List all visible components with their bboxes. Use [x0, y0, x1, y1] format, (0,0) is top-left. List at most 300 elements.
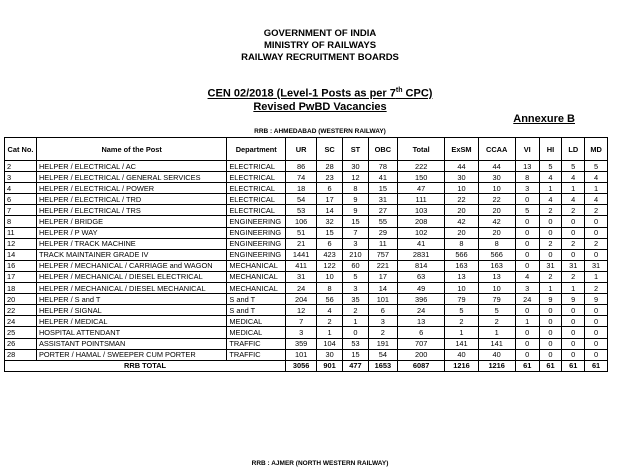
cell-total: 49: [397, 283, 445, 294]
cell-md: 1: [585, 183, 608, 194]
cell-vi: 1: [515, 316, 539, 327]
table-row: [5, 172, 608, 183]
cell-ur: 359: [286, 338, 317, 349]
cell-dept: MECHANICAL: [227, 283, 286, 294]
cen-title: CEN 02/2018 (Level-1 Posts as per 7th CPC): [207, 87, 433, 100]
cell-total: 102: [397, 227, 445, 238]
cell-exsm: 40: [445, 349, 478, 360]
cell-cat: 4: [5, 183, 37, 194]
cell-ccaa: 30: [478, 172, 515, 183]
cell-obc: 11: [368, 238, 397, 249]
cell-exsm: 141: [445, 338, 478, 349]
cell-hi: 1: [539, 283, 562, 294]
cell-dept: MEDICAL: [227, 327, 286, 338]
cell-sc: 14: [317, 205, 343, 216]
cell-md: 0: [585, 216, 608, 227]
table-body: [5, 161, 608, 361]
cell-sc: 23: [317, 172, 343, 183]
table-row: [5, 161, 608, 172]
cell-ccaa: 163: [478, 260, 515, 271]
cell-obc: 191: [368, 338, 397, 349]
cell-md: 0: [585, 305, 608, 316]
cell-exsm: 13: [445, 271, 478, 282]
total-ur: 3056: [286, 360, 317, 371]
cell-sc: 423: [317, 249, 343, 260]
cell-total: 707: [397, 338, 445, 349]
cell-hi: 1: [539, 183, 562, 194]
cell-md: 2: [585, 238, 608, 249]
cell-hi: 0: [539, 249, 562, 260]
cell-cat: 12: [5, 238, 37, 249]
total-st: 477: [343, 360, 369, 371]
table-row: [5, 205, 608, 216]
cell-sc: 122: [317, 260, 343, 271]
cell-md: 5: [585, 161, 608, 172]
cell-ur: 24: [286, 283, 317, 294]
col-vi: VI: [515, 138, 539, 161]
cell-st: 9: [343, 205, 369, 216]
cell-hi: 31: [539, 260, 562, 271]
cell-obc: 14: [368, 283, 397, 294]
total-total: 6087: [397, 360, 445, 371]
cell-hi: 0: [539, 349, 562, 360]
cell-total: 6: [397, 327, 445, 338]
cell-post: HELPER / BRIDGE: [36, 216, 226, 227]
cell-md: 0: [585, 227, 608, 238]
cell-total: 222: [397, 161, 445, 172]
table-row: [5, 316, 608, 327]
cell-st: 1: [343, 316, 369, 327]
cell-post: HELPER / P WAY: [36, 227, 226, 238]
cell-total: 24: [397, 305, 445, 316]
cell-ur: 86: [286, 161, 317, 172]
cell-cat: 28: [5, 349, 37, 360]
cell-sc: 15: [317, 227, 343, 238]
cell-ld: 4: [562, 194, 585, 205]
cell-dept: MECHANICAL: [227, 271, 286, 282]
cell-hi: 2: [539, 238, 562, 249]
col-dept: Department: [227, 138, 286, 161]
cell-md: 2: [585, 205, 608, 216]
cell-post: HELPER / SIGNAL: [36, 305, 226, 316]
cell-obc: 31: [368, 194, 397, 205]
cell-ur: 12: [286, 305, 317, 316]
cell-exsm: 79: [445, 294, 478, 305]
cell-cat: 25: [5, 327, 37, 338]
cell-ld: 0: [562, 316, 585, 327]
cell-cat: 8: [5, 216, 37, 227]
cell-ur: 101: [286, 349, 317, 360]
cell-ccaa: 10: [478, 183, 515, 194]
cell-vi: 0: [515, 238, 539, 249]
cell-obc: 221: [368, 260, 397, 271]
cell-total: 111: [397, 194, 445, 205]
rrb-title: RRB : AHMEDABAD (WESTERN RAILWAY): [254, 128, 386, 135]
cell-md: 0: [585, 249, 608, 260]
cell-exsm: 1: [445, 327, 478, 338]
total-exsm: 1216: [445, 360, 478, 371]
cell-total: 208: [397, 216, 445, 227]
cell-st: 15: [343, 216, 369, 227]
cell-ld: 0: [562, 305, 585, 316]
cell-vi: 0: [515, 349, 539, 360]
cell-ld: 1: [562, 283, 585, 294]
cell-ld: 2: [562, 238, 585, 249]
cell-cat: 26: [5, 338, 37, 349]
cell-ccaa: 20: [478, 227, 515, 238]
cell-sc: 8: [317, 283, 343, 294]
cell-cat: 3: [5, 172, 37, 183]
cell-cat: 20: [5, 294, 37, 305]
cell-total: 47: [397, 183, 445, 194]
col-total: Total: [397, 138, 445, 161]
cell-st: 53: [343, 338, 369, 349]
cell-sc: 4: [317, 305, 343, 316]
cell-sc: 6: [317, 183, 343, 194]
table-row: [5, 183, 608, 194]
col-sc: SC: [317, 138, 343, 161]
rrb-next-title: RRB : AJMER (NORTH WESTERN RAILWAY): [251, 460, 389, 467]
cell-dept: TRAFFIC: [227, 338, 286, 349]
cell-exsm: 10: [445, 283, 478, 294]
cell-dept: ELECTRICAL: [227, 183, 286, 194]
cell-ccaa: 42: [478, 216, 515, 227]
table-row: [5, 227, 608, 238]
cell-total: 150: [397, 172, 445, 183]
cell-ur: 204: [286, 294, 317, 305]
cell-md: 0: [585, 316, 608, 327]
col-md: MD: [585, 138, 608, 161]
cell-vi: 0: [515, 260, 539, 271]
document-header: [0, 28, 640, 64]
cell-dept: TRAFFIC: [227, 349, 286, 360]
cell-exsm: 20: [445, 205, 478, 216]
total-ccaa: 1216: [478, 360, 515, 371]
cell-ccaa: 13: [478, 271, 515, 282]
cell-sc: 2: [317, 316, 343, 327]
cell-ld: 0: [562, 349, 585, 360]
cell-st: 0: [343, 327, 369, 338]
cell-md: 9: [585, 294, 608, 305]
cell-post: PORTER / HAMAL / SWEEPER CUM PORTER: [36, 349, 226, 360]
cell-hi: 2: [539, 271, 562, 282]
cell-sc: 6: [317, 238, 343, 249]
cell-hi: 0: [539, 227, 562, 238]
cell-ld: 31: [562, 260, 585, 271]
cell-ld: 0: [562, 249, 585, 260]
cell-dept: S and T: [227, 294, 286, 305]
cell-st: 30: [343, 161, 369, 172]
cell-ur: 21: [286, 238, 317, 249]
total-label: RRB TOTAL: [5, 360, 286, 371]
cell-vi: 0: [515, 338, 539, 349]
cell-post: HELPER / ELECTRICAL / GENERAL SERVICES: [36, 172, 226, 183]
cell-exsm: 10: [445, 183, 478, 194]
cell-post: HELPER / ELECTRICAL / AC: [36, 161, 226, 172]
total-obc: 1653: [368, 360, 397, 371]
cen-subtitle: Revised PwBD Vacancies: [253, 100, 387, 113]
cell-ld: 0: [562, 227, 585, 238]
cell-ur: 53: [286, 205, 317, 216]
cell-vi: 3: [515, 183, 539, 194]
cell-exsm: 2: [445, 316, 478, 327]
cell-vi: 4: [515, 271, 539, 282]
col-post: Name of the Post: [36, 138, 226, 161]
cell-st: 9: [343, 194, 369, 205]
cell-sc: 32: [317, 216, 343, 227]
cell-total: 396: [397, 294, 445, 305]
cell-hi: 0: [539, 338, 562, 349]
cell-hi: 4: [539, 194, 562, 205]
cell-obc: 78: [368, 161, 397, 172]
cell-ccaa: 20: [478, 205, 515, 216]
cell-ccaa: 5: [478, 305, 515, 316]
table-row: [5, 283, 608, 294]
cell-ur: 3: [286, 327, 317, 338]
cell-post: HELPER / ELECTRICAL / TRD: [36, 194, 226, 205]
table-row: [5, 349, 608, 360]
cell-ccaa: 10: [478, 283, 515, 294]
cell-st: 35: [343, 294, 369, 305]
cell-ld: 4: [562, 172, 585, 183]
cell-post: HELPER / MECHANICAL / CARRIAGE and WAGON: [36, 260, 226, 271]
cell-dept: ENGINEERING: [227, 249, 286, 260]
cell-hi: 9: [539, 294, 562, 305]
cell-st: 60: [343, 260, 369, 271]
cell-sc: 104: [317, 338, 343, 349]
cell-post: HELPER / MECHANICAL / DIESEL MECHANICAL: [36, 283, 226, 294]
cell-total: 63: [397, 271, 445, 282]
cell-dept: ENGINEERING: [227, 216, 286, 227]
cell-st: 12: [343, 172, 369, 183]
cell-ld: 9: [562, 294, 585, 305]
cell-sc: 30: [317, 349, 343, 360]
table-header-row: [5, 138, 608, 161]
cell-sc: 56: [317, 294, 343, 305]
table-row: [5, 294, 608, 305]
cell-dept: ELECTRICAL: [227, 161, 286, 172]
cell-total: 814: [397, 260, 445, 271]
cell-obc: 101: [368, 294, 397, 305]
cell-ld: 1: [562, 183, 585, 194]
cell-post: TRACK MAINTAINER GRADE IV: [36, 249, 226, 260]
cell-st: 3: [343, 283, 369, 294]
cell-post: HELPER / ELECTRICAL / POWER: [36, 183, 226, 194]
cell-ur: 51: [286, 227, 317, 238]
total-vi: 61: [515, 360, 539, 371]
cell-exsm: 566: [445, 249, 478, 260]
cell-cat: 14: [5, 249, 37, 260]
annexure-label: Annexure B: [513, 113, 575, 125]
cell-md: 2: [585, 283, 608, 294]
header-boards: RAILWAY RECRUITMENT BOARDS: [241, 52, 399, 63]
cell-ccaa: 1: [478, 327, 515, 338]
table-row: [5, 271, 608, 282]
cell-ccaa: 141: [478, 338, 515, 349]
col-exsm: ExSM: [445, 138, 478, 161]
cell-vi: 0: [515, 305, 539, 316]
cell-obc: 55: [368, 216, 397, 227]
cell-obc: 757: [368, 249, 397, 260]
cell-vi: 8: [515, 172, 539, 183]
cell-exsm: 8: [445, 238, 478, 249]
col-cat: Cat No.: [5, 138, 37, 161]
table-row: [5, 260, 608, 271]
cell-ccaa: 40: [478, 349, 515, 360]
cell-post: ASSISTANT POINTSMAN: [36, 338, 226, 349]
cell-obc: 27: [368, 205, 397, 216]
cell-vi: 5: [515, 205, 539, 216]
cell-ld: 2: [562, 205, 585, 216]
table-row: [5, 216, 608, 227]
cell-hi: 0: [539, 316, 562, 327]
total-sc: 901: [317, 360, 343, 371]
cell-vi: 13: [515, 161, 539, 172]
cell-total: 2831: [397, 249, 445, 260]
cell-dept: ELECTRICAL: [227, 194, 286, 205]
total-ld: 61: [562, 360, 585, 371]
cell-cat: 7: [5, 205, 37, 216]
cell-hi: 0: [539, 216, 562, 227]
cell-total: 41: [397, 238, 445, 249]
cell-sc: 1: [317, 327, 343, 338]
cell-hi: 2: [539, 205, 562, 216]
cell-hi: 5: [539, 161, 562, 172]
cell-sc: 28: [317, 161, 343, 172]
table-row: [5, 305, 608, 316]
cell-vi: 0: [515, 194, 539, 205]
cell-ccaa: 22: [478, 194, 515, 205]
cell-hi: 0: [539, 305, 562, 316]
cell-cat: 18: [5, 283, 37, 294]
cell-ccaa: 44: [478, 161, 515, 172]
cell-obc: 41: [368, 172, 397, 183]
cell-st: 2: [343, 305, 369, 316]
cell-ld: 0: [562, 216, 585, 227]
header-ministry: MINISTRY OF RAILWAYS: [263, 40, 377, 51]
cell-obc: 6: [368, 305, 397, 316]
cell-obc: 15: [368, 183, 397, 194]
cell-cat: 16: [5, 260, 37, 271]
cell-st: 5: [343, 271, 369, 282]
col-hi: HI: [539, 138, 562, 161]
total-hi: 61: [539, 360, 562, 371]
cell-total: 13: [397, 316, 445, 327]
cell-dept: ELECTRICAL: [227, 205, 286, 216]
total-row: [5, 360, 608, 371]
table-row: [5, 238, 608, 249]
header-government: GOVERNMENT OF INDIA: [263, 28, 377, 39]
cell-ld: 5: [562, 161, 585, 172]
cell-exsm: 42: [445, 216, 478, 227]
cell-md: 31: [585, 260, 608, 271]
cell-vi: 3: [515, 283, 539, 294]
cell-st: 7: [343, 227, 369, 238]
cell-vi: 0: [515, 216, 539, 227]
cell-ur: 1441: [286, 249, 317, 260]
cell-vi: 0: [515, 249, 539, 260]
col-ccaa: CCAA: [478, 138, 515, 161]
cell-dept: ENGINEERING: [227, 238, 286, 249]
cell-post: HELPER / MECHANICAL / DIESEL ELECTRICAL: [36, 271, 226, 282]
cell-cat: 6: [5, 194, 37, 205]
cell-post: HOSPITAL ATTENDANT: [36, 327, 226, 338]
cell-dept: ENGINEERING: [227, 227, 286, 238]
cell-total: 103: [397, 205, 445, 216]
cell-md: 0: [585, 327, 608, 338]
cell-vi: 0: [515, 227, 539, 238]
table-row: [5, 327, 608, 338]
cell-st: 15: [343, 349, 369, 360]
cell-ur: 411: [286, 260, 317, 271]
cell-ld: 0: [562, 327, 585, 338]
cell-cat: 17: [5, 271, 37, 282]
cell-sc: 10: [317, 271, 343, 282]
table-row: [5, 338, 608, 349]
cell-exsm: 20: [445, 227, 478, 238]
cell-post: HELPER / TRACK MACHINE: [36, 238, 226, 249]
cell-ld: 0: [562, 338, 585, 349]
table-row: [5, 249, 608, 260]
cell-ccaa: 79: [478, 294, 515, 305]
cell-cat: 24: [5, 316, 37, 327]
col-ur: UR: [286, 138, 317, 161]
cell-cat: 2: [5, 161, 37, 172]
cell-vi: 0: [515, 327, 539, 338]
cell-md: 0: [585, 349, 608, 360]
cell-dept: MEDICAL: [227, 316, 286, 327]
cell-exsm: 44: [445, 161, 478, 172]
cell-cat: 11: [5, 227, 37, 238]
cell-exsm: 30: [445, 172, 478, 183]
cell-md: 1: [585, 271, 608, 282]
cell-sc: 17: [317, 194, 343, 205]
cell-hi: 0: [539, 327, 562, 338]
cell-md: 4: [585, 194, 608, 205]
cell-st: 210: [343, 249, 369, 260]
cell-post: HELPER / MEDICAL: [36, 316, 226, 327]
cell-st: 8: [343, 183, 369, 194]
cell-exsm: 163: [445, 260, 478, 271]
cell-ur: 18: [286, 183, 317, 194]
total-md: 61: [585, 360, 608, 371]
table-row: [5, 194, 608, 205]
cell-ccaa: 2: [478, 316, 515, 327]
cell-obc: 29: [368, 227, 397, 238]
col-obc: OBC: [368, 138, 397, 161]
cell-ur: 31: [286, 271, 317, 282]
col-st: ST: [343, 138, 369, 161]
cell-ur: 74: [286, 172, 317, 183]
cell-obc: 54: [368, 349, 397, 360]
cell-md: 0: [585, 338, 608, 349]
cell-total: 200: [397, 349, 445, 360]
cell-hi: 4: [539, 172, 562, 183]
cell-ur: 54: [286, 194, 317, 205]
vacancy-table: [4, 137, 608, 372]
cell-post: HELPER / S and T: [36, 294, 226, 305]
cell-exsm: 5: [445, 305, 478, 316]
cell-post: HELPER / ELECTRICAL / TRS: [36, 205, 226, 216]
cell-obc: 3: [368, 316, 397, 327]
cell-obc: 2: [368, 327, 397, 338]
cell-cat: 22: [5, 305, 37, 316]
cell-dept: S and T: [227, 305, 286, 316]
cell-ld: 2: [562, 271, 585, 282]
cell-md: 4: [585, 172, 608, 183]
cell-st: 3: [343, 238, 369, 249]
cell-ccaa: 566: [478, 249, 515, 260]
